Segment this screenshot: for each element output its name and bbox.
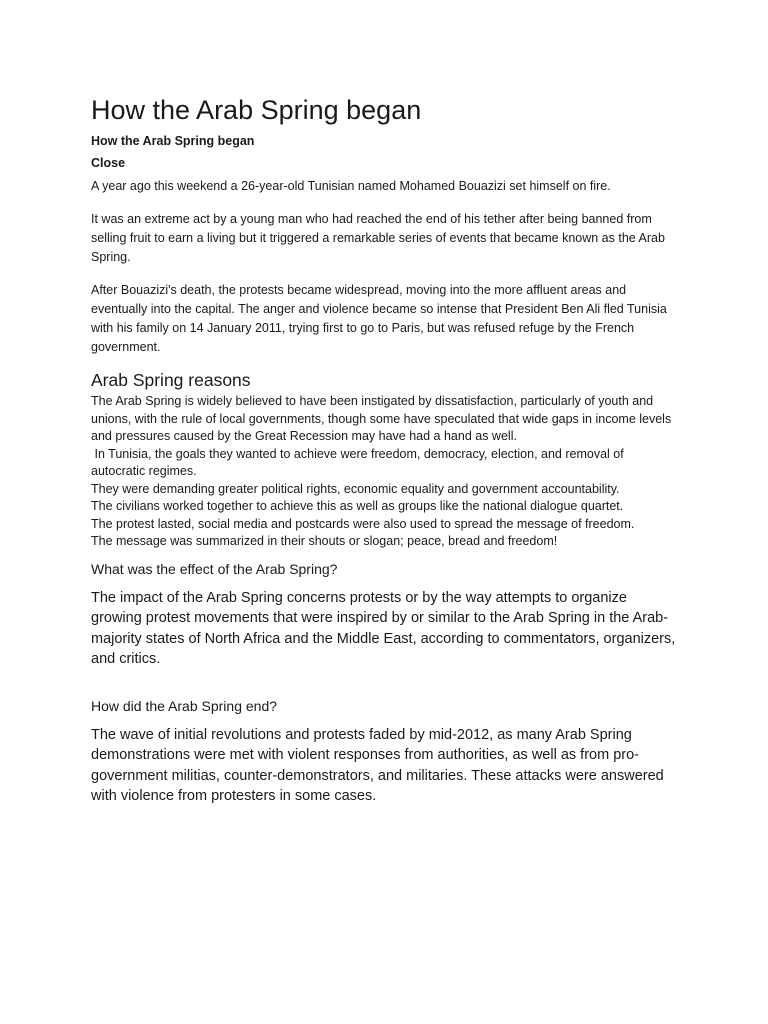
reasons-heading: Arab Spring reasons bbox=[91, 370, 251, 390]
reasons-paragraph-3: They were demanding greater political rights, economic equality and government accountability. bbox=[91, 481, 620, 496]
article-subtitle: How the Arab Spring began bbox=[91, 134, 255, 148]
reasons-paragraph-1: The Arab Spring is widely believed to have been instigated by dissatisfaction, particularly of youth and unions, with the rule of local governments, though some have speculated that wide gaps in income levels and pressures caused by the Great Recession may have had a hand as well. bbox=[91, 394, 672, 443]
reasons-paragraph-2: In Tunisia, the goals they wanted to achieve were freedom, democracy, election, and removal of autocratic regimes. bbox=[91, 446, 628, 478]
intro-paragraph-2: It was an extreme act by a young man who had reached the end of his tether after being banned from selling fruit to earn a living but it triggered a remarkable series of events that became known as the Arab Spring. bbox=[91, 212, 665, 264]
intro-paragraph-3: After Bouazizi's death, the protests became widespread, moving into the more affluent areas and eventually into the capital. The anger and violence became so intense that President Ben Ali fled Tunisia with his family on 14 January 2011, trying first to go to Paris, but was refused refuge by the French government. bbox=[91, 283, 667, 354]
close-button[interactable]: Close bbox=[91, 156, 126, 170]
effect-answer: The impact of the Arab Spring concerns protests or by the way attempts to organize growing protest movements that were inspired by or similar to the Arab Spring in the Arab-majority states of North Africa and the Middle East, according to commentators, organizers, and critics. bbox=[91, 589, 676, 667]
end-question: How did the Arab Spring end? bbox=[91, 697, 278, 714]
intro-paragraph-1: A year ago this weekend a 26-year-old Tunisian named Mohamed Bouazizi set himself on fire. bbox=[91, 179, 611, 193]
end-answer: The wave of initial revolutions and protests faded by mid-2012, as many Arab Spring demonstrations were met with violent responses from authorities, as well as from pro-government militias, counter-demonstrators, and militaries. These attacks were answered with violence from protesters in some cases. bbox=[91, 726, 664, 804]
article-body bbox=[91, 92, 681, 807]
page-title: How the Arab Spring began bbox=[91, 95, 422, 125]
reasons-paragraph-6: The message was summarized in their shouts or slogan; peace, bread and freedom! bbox=[91, 534, 558, 548]
reasons-paragraph-5: The protest lasted, social media and postcards were also used to spread the message of freedom. bbox=[91, 516, 635, 531]
reasons-paragraph-4: The civilians worked together to achieve this as well as groups like the national dialogue quartet. bbox=[91, 499, 624, 513]
effect-question: What was the effect of the Arab Spring? bbox=[91, 560, 338, 577]
